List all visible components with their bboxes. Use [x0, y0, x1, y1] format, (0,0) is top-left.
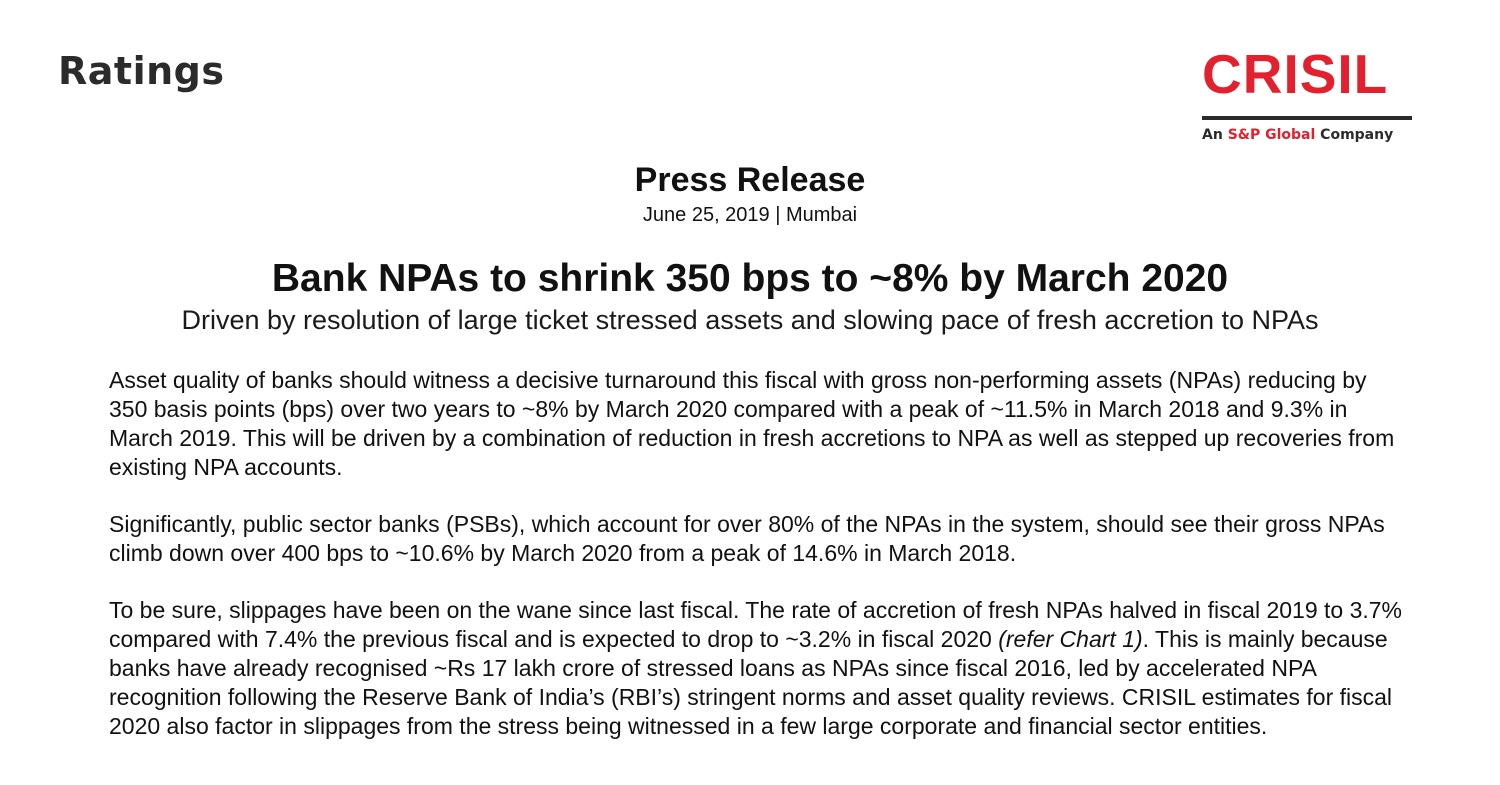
section-label-ratings: Ratings: [58, 49, 225, 93]
crisil-logo: [1202, 43, 1412, 143]
logo-wordmark: CRISIL: [1202, 43, 1389, 105]
press-release-dateline: June 25, 2019 | Mumbai: [642, 204, 858, 226]
press-release-title: Press Release: [634, 161, 866, 199]
paragraph-3-text-end: . This is mainly because banks have already recognised ~Rs 17 lakh crore of stressed loans as NPAs since fiscal 2016, led by accelerated NPA recognition following the Reserve Bank of India’s (RBI’s) stringent norms and asset quality reviews. CRISIL estimates for fiscal 2020 also factor in slippages from the stress being witnessed in a few large corporate and financial sector entities.: [109, 626, 1393, 739]
logo-tagline-brand: S&P Global: [1227, 127, 1316, 143]
logo-tagline-suffix: Company: [1315, 127, 1394, 143]
paragraph-3-text-start: To be sure, slippages have been on the wane since last fiscal. The rate of accretion of fresh NPAs halved in fiscal 2019 to 3.7% compared with 7.4% the previous fiscal and is expected to drop to ~3.2% in fiscal 2020: [109, 597, 1403, 652]
subheadline: Driven by resolution of large ticket stressed assets and slowing pace of fresh accretion to NPAs: [181, 305, 1319, 335]
logo-divider: [1202, 116, 1412, 120]
paragraph-2: Significantly, public sector banks (PSBs), which account for over 80% of the NPAs in the system, should see their gross NPAs climb down over 400 bps to ~10.6% by March 2020 from a peak of 14.6% in March 2018.: [109, 511, 1385, 566]
logo-tagline: [1202, 127, 1412, 143]
paragraph-1: Asset quality of banks should witness a decisive turnaround this fiscal with gross non-performing assets (NPAs) reducing by 350 basis points (bps) over two years to ~8% by March 2020 compared with a peak of ~11.5% in March 2018 and 9.3% in March 2019. This will be driven by a combination of reduction in fresh accretions to NPA as well as stepped up recoveries from existing NPA accounts.: [109, 367, 1395, 480]
logo-tagline-prefix: An: [1202, 127, 1228, 143]
headline: Bank NPAs to shrink 350 bps to ~8% by March 2020: [271, 257, 1229, 300]
chart-reference: (refer Chart 1): [998, 626, 1143, 652]
paragraph-3: [109, 596, 1409, 741]
article-body: [109, 366, 1409, 769]
